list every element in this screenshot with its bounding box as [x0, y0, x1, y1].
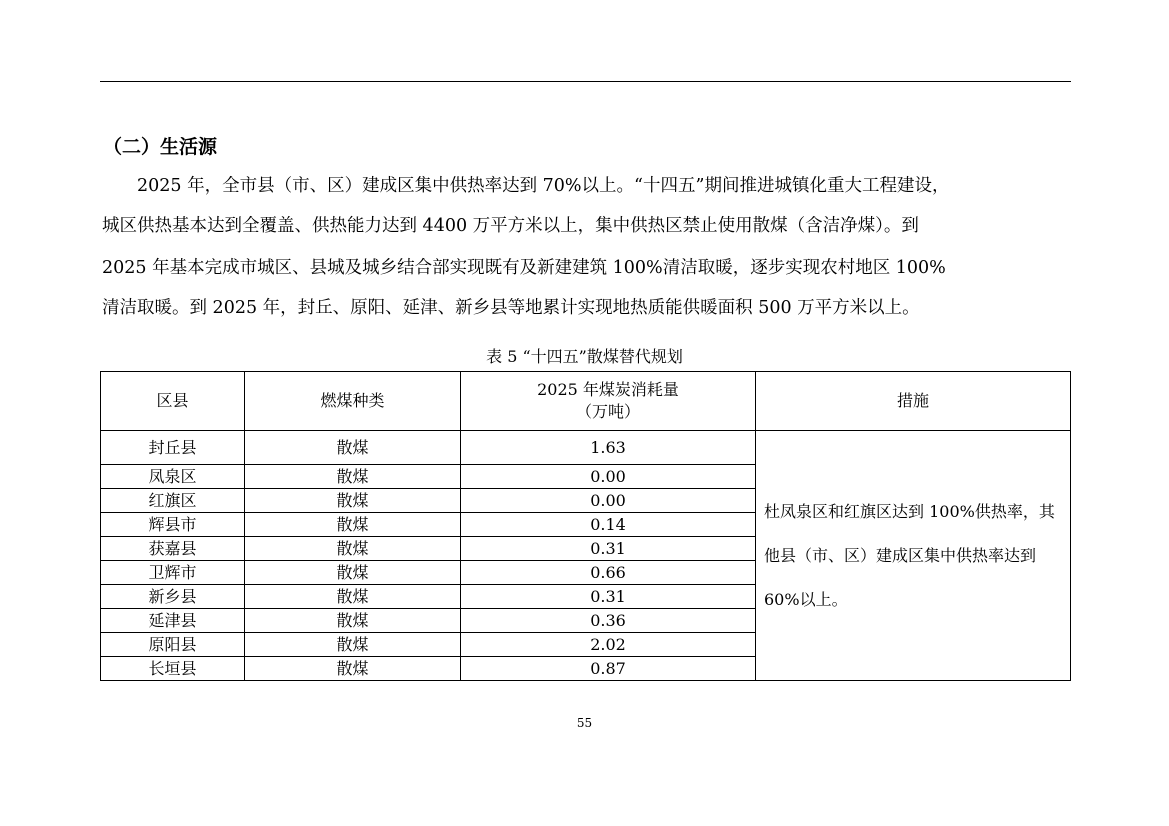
- table-row: [101, 431, 1071, 465]
- paragraph-line-1: 2025 年，全市县（市、区）建成区集中供热率达到 70%以上。“十四五”期间推进城镇化重大工程建设，: [102, 176, 950, 196]
- page-number: 55: [576, 716, 593, 730]
- cell-coal-type: 散煤: [245, 465, 461, 489]
- cell-consumption: 0.00: [461, 465, 756, 489]
- cell-measures: 杜凤泉区和红旗区达到 100%供热率，其他县（市、区）建成区集中供热率达到 60%以上。: [756, 431, 1071, 681]
- paragraph-line-4: 清洁取暖。到 2025 年，封丘、原阳、延津、新乡县等地累计实现地热质能供暖面积 500 万平方米以上。: [102, 298, 920, 318]
- table-header-row: [101, 372, 1071, 431]
- cell-coal-type: 散煤: [245, 585, 461, 609]
- header-consumption-line2: （万吨）: [575, 402, 640, 421]
- cell-consumption: 0.87: [461, 657, 756, 681]
- cell-coal-type: 散煤: [245, 609, 461, 633]
- header-rule: [100, 81, 1071, 82]
- header-county: 区县: [101, 372, 245, 431]
- cell-consumption: 0.14: [461, 513, 756, 537]
- cell-coal-type: 散煤: [245, 561, 461, 585]
- coal-replacement-table: [100, 371, 1071, 681]
- header-coal-type: 燃煤种类: [245, 372, 461, 431]
- table-caption: 表 5 “十四五”散煤替代规划: [486, 347, 683, 366]
- cell-county: 延津县: [101, 609, 245, 633]
- cell-consumption: 0.66: [461, 561, 756, 585]
- cell-coal-type: 散煤: [245, 489, 461, 513]
- cell-county: 原阳县: [101, 633, 245, 657]
- cell-county: 凤泉区: [101, 465, 245, 489]
- cell-coal-type: 散煤: [245, 513, 461, 537]
- cell-consumption: 0.36: [461, 609, 756, 633]
- header-measures: 措施: [756, 372, 1071, 431]
- cell-coal-type: 散煤: [245, 657, 461, 681]
- paragraph-line-2: 城区供热基本达到全覆盖、供热能力达到 4400 万平方米以上，集中供热区禁止使用散煤（含洁净煤）。到: [102, 216, 919, 236]
- cell-consumption: 1.63: [461, 431, 756, 465]
- paragraph-line-3: 2025 年基本完成市城区、县城及城乡结合部实现既有及新建建筑 100%清洁取暖，逐步实现农村地区 100%: [102, 258, 946, 278]
- cell-county: 长垣县: [101, 657, 245, 681]
- cell-consumption: 0.31: [461, 585, 756, 609]
- cell-consumption: 0.00: [461, 489, 756, 513]
- cell-county: 红旗区: [101, 489, 245, 513]
- cell-consumption: 0.31: [461, 537, 756, 561]
- cell-coal-type: 散煤: [245, 537, 461, 561]
- cell-coal-type: 散煤: [245, 431, 461, 465]
- header-consumption-line1: 2025 年煤炭消耗量: [537, 380, 679, 399]
- header-consumption: [461, 372, 756, 431]
- cell-county: 获嘉县: [101, 537, 245, 561]
- cell-county: 辉县市: [101, 513, 245, 537]
- cell-county: 封丘县: [101, 431, 245, 465]
- section-heading: （二）生活源: [103, 136, 218, 158]
- cell-county: 新乡县: [101, 585, 245, 609]
- cell-coal-type: 散煤: [245, 633, 461, 657]
- cell-consumption: 2.02: [461, 633, 756, 657]
- cell-county: 卫辉市: [101, 561, 245, 585]
